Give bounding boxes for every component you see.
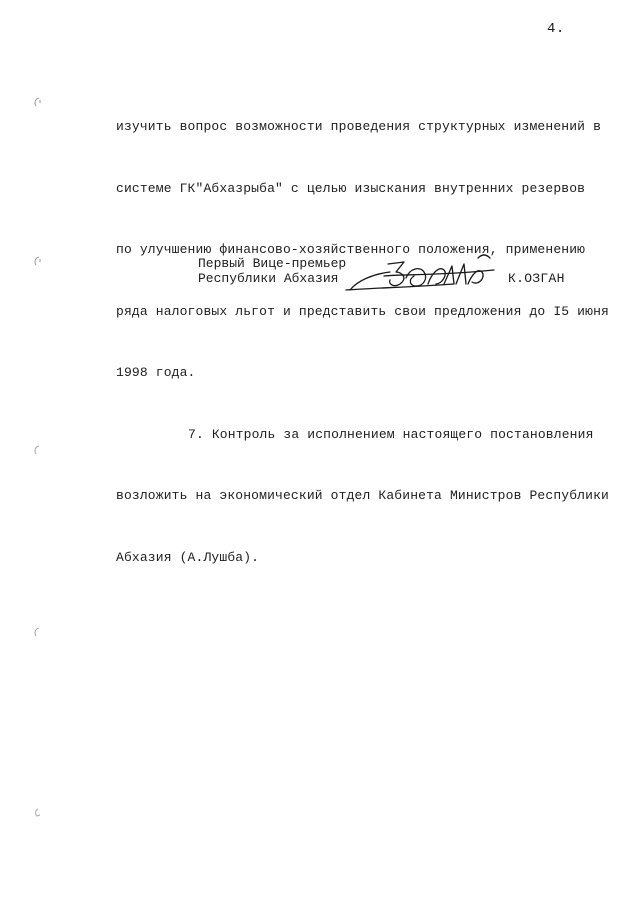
text-line: 7. Контроль за исполнением настоящего постановления: [188, 426, 594, 442]
signatory-name: К.ОЗГАН: [508, 271, 565, 286]
document-body: [116, 76, 616, 609]
handwritten-signature: [344, 250, 504, 298]
text-line: Абхазия (А.Лушба).: [116, 549, 260, 565]
punch-hole-mark: [32, 806, 42, 818]
punch-hole-mark: [32, 444, 42, 456]
signatory-title: [198, 256, 346, 286]
signatory-title-line-2: Республики Абхазия: [198, 271, 339, 286]
text-line: ряда налоговых льгот и представить свои предложения до I5 июня: [116, 303, 609, 319]
signatory-title-line-1: Первый Вице-премьер: [198, 256, 347, 271]
punch-hole-mark: [32, 626, 42, 638]
punch-hole-mark: [32, 255, 42, 267]
text-line: системе ГК"Абхазрыба" с целью изыскания внутренних резервов: [116, 180, 586, 196]
punch-hole-mark: [32, 96, 42, 108]
text-line: изучить вопрос возможности проведения структурных изменений в: [116, 119, 602, 134]
text-line: возложить на экономический отдел Кабинета Министров Республики: [116, 488, 609, 503]
page-number: 4.: [547, 21, 565, 37]
text-line: 1998 года.: [116, 365, 196, 380]
signature-block: [198, 256, 598, 306]
text-line: по улучшению финансово-хозяйственного положения, применению: [116, 242, 586, 257]
